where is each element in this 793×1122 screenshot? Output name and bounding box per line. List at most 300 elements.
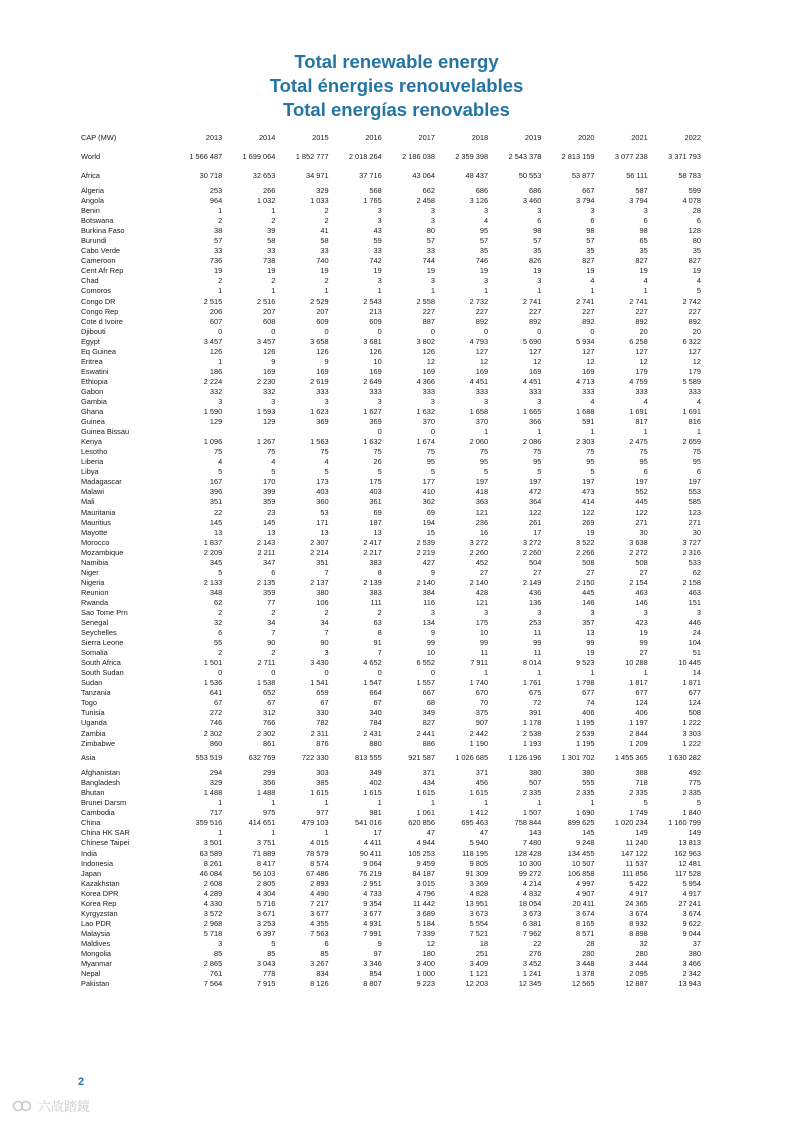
value-cell: 78 579 [305,848,329,858]
value-cell: 95 [426,457,435,467]
value-cell: 169 [316,366,329,376]
value-cell: 330 [316,708,329,718]
country-row [81,467,701,477]
value-cell: 7 480 [522,838,542,848]
value-cell: 12 [426,938,435,948]
value-cell: 91 [373,638,382,648]
value-cell: 294 [209,768,223,778]
value-cell: 1 488 [256,788,276,798]
value-cell: 75 [479,447,489,457]
country-row [81,708,701,718]
value-cell: 1 000 [416,969,435,979]
value-cell: 1 [537,427,542,437]
value-cell: 145 [582,828,595,838]
value-cell: 99 272 [518,868,542,878]
value-cell: 3 400 [416,959,435,969]
value-cell: 22 [533,938,542,948]
value-cell: 2 659 [682,437,701,447]
value-cell: 7 521 [469,928,489,938]
row-label: Botswana [81,216,114,226]
value-cell: 1 840 [682,808,701,818]
value-cell: 3 460 [522,196,542,206]
value-cell: 333 [316,386,329,396]
value-cell: 75 [320,447,329,457]
value-cell: 2 649 [363,376,382,386]
value-cell: 12 [692,356,701,366]
value-cell: 6 [696,467,701,477]
value-cell: 2 224 [203,376,223,386]
value-cell: 11 240 [625,838,648,848]
value-cell: 3 [218,938,223,948]
value-cell: 1 615 [363,788,382,798]
value-cell: 19 [639,266,648,276]
year-header: 2019 [524,132,542,142]
value-cell: 128 428 [514,848,542,858]
value-cell: 151 [688,597,701,607]
value-cell: 169 [582,366,595,376]
value-cell: 63 589 [199,848,223,858]
value-cell: 2 018 264 [348,151,382,161]
value-cell: 620 856 [408,818,435,828]
value-cell: 3 452 [522,959,542,969]
value-cell: 3 [377,396,382,406]
value-cell: 19 [320,266,329,276]
value-cell: 6 [324,938,329,948]
value-cell: 2 431 [363,728,382,738]
country-row [81,286,701,296]
value-cell: 20 411 [572,898,595,908]
row-label: Gabon [81,386,104,396]
value-cell: 1 455 365 [614,753,648,763]
watermark-text: 六故踏鏡 [38,1099,91,1114]
value-cell: 5 [537,467,542,477]
value-cell: 3 444 [629,959,648,969]
value-cell: 1 658 [469,407,489,417]
value-cell: 69 [426,507,435,517]
row-label: Mongolia [81,948,111,958]
value-cell: 5 [218,567,223,577]
value-cell: 880 [369,738,382,748]
country-row [81,297,701,307]
value-cell: 43 064 [412,171,435,181]
value-cell: 4 793 [469,336,489,346]
value-cell: 10 288 [625,658,648,668]
country-row [81,828,701,838]
value-cell: 3 [643,607,648,617]
country-row [81,206,701,216]
value-cell: 1 267 [256,437,276,447]
value-cell: 675 [528,688,542,698]
value-cell: 2 [377,607,382,617]
value-cell: 667 [422,688,435,698]
value-cell: 6 [218,628,223,638]
value-cell: 67 [320,698,329,708]
row-label: Bangladesh [81,778,121,788]
row-label: Nigeria [81,577,105,587]
value-cell: 4 832 [522,888,542,898]
value-cell: 3 126 [469,196,489,206]
row-label: Eswatini [81,366,109,376]
value-cell: 18 054 [518,898,542,908]
year-header: 2013 [205,132,223,142]
value-cell: 90 [320,638,329,648]
value-cell: 9 [430,628,435,638]
value-cell [222,427,275,437]
value-cell: 253 [528,618,542,628]
value-cell: 3 077 238 [614,151,648,161]
value-cell: 1 [218,828,223,838]
value-cell: 1 615 [469,788,489,798]
value-cell: 5 718 [203,928,223,938]
value-cell: 3 794 [629,196,648,206]
country-row [81,407,701,417]
value-cell: 19 [213,266,223,276]
value-cell: 121 [475,507,489,517]
row-label: China [81,818,101,828]
value-cell: 7 217 [310,898,329,908]
country-row [81,508,701,518]
value-cell: 861 [263,738,276,748]
value-cell: 122 [635,507,648,517]
value-cell: 1 547 [363,678,382,688]
value-cell: 1 691 [682,407,701,417]
value-cell: 0 [377,668,382,678]
value-cell: 98 [639,226,648,236]
value-cell: 34 [267,618,276,628]
row-label: Myanmar [81,959,112,969]
value-cell: 1 [590,286,595,296]
value-cell: 2 137 [310,577,329,587]
value-cell: 51 [692,648,701,658]
value-cell: 1 [377,798,382,808]
value-cell: 2 230 [256,376,276,386]
row-label: Africa [81,171,100,181]
value-cell: 75 [533,447,542,457]
value-cell: 4 652 [363,658,382,668]
value-cell: 227 [422,306,435,316]
value-cell: 1 615 [310,788,329,798]
value-cell: 57 [479,236,489,246]
value-cell: 3 [643,206,648,216]
country-row [81,528,701,538]
value-cell: 2 813 159 [561,151,595,161]
value-cell: 5 940 [469,838,489,848]
value-cell: 28 [692,206,701,216]
value-cell: 90 411 [359,848,382,858]
value-cell: 1 [271,828,276,838]
value-cell: 116 [423,597,435,607]
value-cell: 406 [635,708,648,718]
country-row [81,457,701,467]
value-cell: 369 [316,417,329,427]
value-cell: 446 [688,618,701,628]
value-cell: 8 [377,567,382,577]
value-cell: 13 [213,527,223,537]
value-cell: 67 [213,698,223,708]
value-cell: 1 032 [256,196,276,206]
row-label: Burkina Faso [81,226,125,236]
value-cell: 56 103 [252,868,276,878]
row-label: Madagascar [81,477,122,487]
value-cell: 206 [209,306,223,316]
value-cell: 1 121 [469,969,489,979]
year-header: 2018 [471,132,489,142]
row-label: Eritrea [81,356,103,366]
value-cell: 555 [582,778,595,788]
value-cell: 62 [213,597,223,607]
country-row [81,216,701,226]
value-cell: 1 690 [576,808,595,818]
value-cell: 1 [590,668,595,678]
value-cell: 56 111 [626,171,648,181]
value-cell: 361 [369,497,382,507]
value-cell: 3 [590,607,595,617]
value-cell: 3 681 [363,336,382,346]
value-cell: 396 [209,487,223,497]
value-cell: 124 [635,698,648,708]
value-cell: 2 158 [682,577,701,587]
value-cell: 33 [267,246,276,256]
row-label: Mozambique [81,547,124,557]
value-cell: 892 [475,316,489,326]
value-cell: 975 [263,808,276,818]
value-cell: 371 [422,768,435,778]
value-cell: 508 [688,708,701,718]
value-cell: 127 [635,346,648,356]
row-label: Lesotho [81,447,108,457]
value-cell: 385 [316,778,329,788]
value-cell: 5 [430,467,435,477]
value-cell: 23 [267,507,276,517]
value-cell: 8 807 [363,979,382,989]
value-cell: 118 195 [461,848,489,858]
year-header: 2020 [578,132,595,142]
unit-label: CAP (MW) [81,132,117,142]
value-cell: 30 718 [199,171,223,181]
value-cell: 553 519 [195,753,223,763]
value-cell: 8 [377,628,382,638]
value-cell: 1 623 [310,407,329,417]
value-cell: 356 [263,778,276,788]
value-cell: 3 272 [522,537,542,547]
value-cell: 169 [263,366,276,376]
value-cell: 2 307 [310,537,329,547]
value-cell: 333 [688,386,701,396]
row-label: Malawi [81,487,104,497]
value-cell: 299 [263,768,276,778]
value-cell: 46 084 [199,868,223,878]
value-cell: 123 [688,507,701,517]
value-cell: 1 593 [256,407,276,417]
value-cell: 3 638 [629,537,648,547]
value-cell: 0 [271,668,276,678]
value-cell: 816 [688,417,701,427]
value-cell: 20 [639,326,648,336]
value-cell: 5 184 [416,918,435,928]
value-cell: 4 [218,457,223,467]
row-label: Korea Rep [81,898,117,908]
value-cell: 13 [586,628,595,638]
value-cell: 7 [271,628,276,638]
value-cell: 4 [643,396,648,406]
value-cell: 127 [528,346,542,356]
value-cell: 4 [271,457,276,467]
value-cell: 492 [688,768,701,778]
value-cell: 1 222 [682,738,701,748]
value-cell: 659 [316,688,329,698]
title-spanish: Total energías renovables [283,99,510,120]
value-cell: 37 [692,938,701,948]
value-cell: 6 381 [522,918,542,928]
country-row [81,628,701,638]
value-cell: 1 [590,427,595,437]
country-row [81,447,701,457]
region-row [81,749,701,769]
value-cell: 1 [484,427,489,437]
value-cell: 0 [430,668,435,678]
value-cell: 4 997 [576,878,595,888]
value-cell: 428 [475,587,489,597]
country-row [81,347,701,357]
row-label: Zimbabwe [81,738,116,748]
value-cell: 312 [263,708,276,718]
value-cell: 406 [582,708,595,718]
value-cell: 3 674 [576,908,595,918]
value-cell: 4 917 [682,888,701,898]
value-cell: 24 [692,628,701,638]
value-cell: 1 627 [363,407,382,417]
value-cell: 146 [635,597,648,607]
value-cell: 4 713 [576,376,595,386]
value-cell: 9 248 [576,838,595,848]
value-cell: 57 [426,236,435,246]
value-cell: 41 [320,226,329,236]
value-cell: 333 [582,386,595,396]
value-cell: 607 [209,316,223,326]
value-cell: 2 543 [363,296,382,306]
value-cell: 504 [528,557,542,567]
value-cell: 1 [430,798,435,808]
country-row [81,226,701,236]
value-cell: 12 [479,356,489,366]
country-row [81,909,701,919]
country-row [81,648,701,658]
value-cell: 38 [213,226,223,236]
value-cell: 2 608 [203,878,223,888]
value-cell: 608 [263,316,276,326]
value-cell: 43 [373,226,382,236]
value-cell: 3 751 [256,838,276,848]
value-cell: 6 397 [256,928,276,938]
value-cell: 59 [373,236,382,246]
value-cell: 479 103 [301,818,329,828]
value-cell: 11 [533,628,542,638]
value-cell: 5 690 [522,336,542,346]
value-cell: 667 [582,186,595,195]
value-cell: 9 805 [469,858,489,868]
value-cell: 380 [582,768,595,778]
value-cell: 3 [484,206,489,216]
value-cell: 2 140 [469,577,489,587]
value-cell: 197 [688,477,701,487]
value-cell: 69 [373,507,382,517]
value-cell: 677 [582,688,595,698]
value-cell: 2 [271,648,276,658]
value-cell: 340 [369,708,382,718]
value-cell: 1 301 702 [561,753,595,763]
country-row [81,266,701,276]
value-cell: 2 335 [522,788,542,798]
value-cell: 3 [430,607,435,617]
value-cell: 4 330 [203,898,223,908]
value-cell: 8 574 [310,858,329,868]
value-cell: 1 765 [363,196,382,206]
row-label: Korea DPR [81,888,119,898]
value-cell: 4 796 [416,888,435,898]
value-cell: 3 [537,276,542,286]
country-row [81,869,701,879]
value-cell: 227 [528,306,542,316]
value-cell: 4 [590,396,595,406]
row-label: Congo Rep [81,306,119,316]
row-label: Zambia [81,728,106,738]
value-cell: 6 [271,567,276,577]
value-cell: 2 302 [256,728,276,738]
country-row [81,327,701,337]
value-cell: 1 [590,798,595,808]
value-cell: 3 [430,216,435,226]
value-cell: 1 178 [522,718,542,728]
value-cell: 1 590 [203,407,223,417]
value-cell: 27 [479,567,489,577]
value-cell: 272 [209,708,223,718]
value-cell: 95 [479,226,489,236]
value-cell: 7 [377,648,382,658]
value-cell: 127 [475,346,489,356]
value-cell: 80 [692,236,701,246]
value-cell: 3 [324,648,329,658]
value-cell: 2 272 [629,547,648,557]
value-cell: 104 [688,638,701,648]
value-cell: 456 [475,778,489,788]
country-row [81,568,701,578]
value-cell: 3 448 [576,959,595,969]
value-cell: 1 632 [363,437,382,447]
row-label: Asia [81,753,96,763]
value-cell: 227 [688,306,701,316]
row-label: Somalia [81,648,108,658]
country-row [81,367,701,377]
value-cell: 2 805 [256,878,276,888]
value-cell: 977 [316,808,329,818]
value-cell: 251 [475,948,489,958]
value-cell: 145 [263,517,276,527]
row-label: Chad [81,276,99,286]
value-cell: 366 [528,417,542,427]
value-cell: 167 [209,477,223,487]
value-cell: 892 [528,316,542,326]
value-cell: 2 442 [469,728,489,738]
value-cell: 180 [422,948,435,958]
country-row [81,598,701,608]
country-row [81,768,701,778]
value-cell: 146 [582,597,595,607]
value-cell: 2 417 [363,537,382,547]
row-label: Sudan [81,678,103,688]
value-cell: 383 [369,557,382,567]
value-cell: 12 [533,356,542,366]
value-cell: 1 507 [522,808,542,818]
